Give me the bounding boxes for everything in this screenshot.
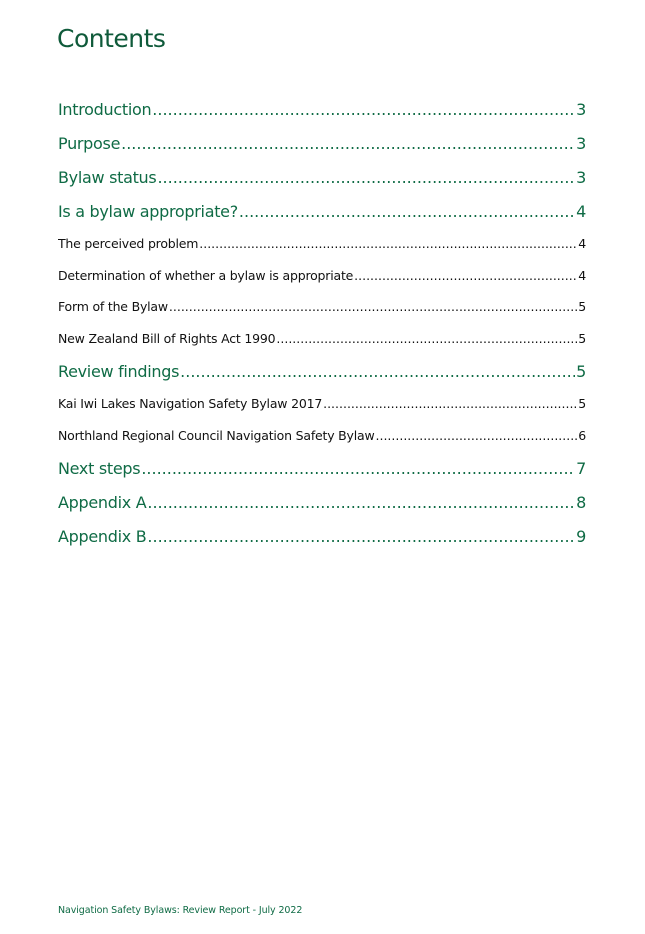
toc-entry-form-of-bylaw[interactable]	[58, 299, 586, 331]
toc-entry-label: Review findings	[58, 362, 180, 381]
toc-entry-kai-iwi-lakes[interactable]	[58, 396, 586, 428]
toc-page-number: 5	[578, 330, 586, 346]
table-of-contents	[58, 100, 586, 561]
toc-leader-dots	[169, 299, 577, 314]
toc-entry-label: The perceived problem	[58, 236, 199, 251]
toc-page-number: 5	[576, 362, 586, 381]
toc-leader-dots	[147, 493, 575, 512]
toc-page-number: 3	[576, 168, 586, 187]
toc-page-number: 5	[578, 396, 586, 411]
toc-leader-dots	[239, 202, 575, 221]
page-title: Contents	[57, 24, 166, 53]
toc-page-number: 5	[578, 299, 586, 314]
toc-entry-label: Kai Iwi Lakes Navigation Safety Bylaw 2017	[58, 396, 323, 411]
toc-page-number: 6	[578, 427, 586, 443]
toc-entry-appendix-b[interactable]	[58, 527, 586, 561]
toc-page-number: 4	[578, 236, 586, 251]
toc-page-number: 8	[576, 493, 586, 512]
toc-entry-label: Bylaw status	[58, 168, 157, 187]
toc-leader-dots	[147, 527, 575, 546]
toc-entry-label: Introduction	[58, 100, 152, 119]
toc-page-number: 3	[576, 100, 586, 119]
toc-page-number: 4	[578, 267, 586, 283]
toc-entry-label: Appendix A	[58, 493, 147, 512]
toc-page-number: 9	[576, 527, 586, 546]
toc-leader-dots	[323, 396, 577, 411]
toc-page-number: 3	[576, 134, 586, 153]
toc-leader-dots	[141, 459, 575, 478]
toc-page-number: 7	[576, 459, 586, 478]
toc-entry-label: New Zealand Bill of Rights Act 1990	[58, 330, 276, 346]
toc-leader-dots	[199, 236, 577, 251]
page-footer: Navigation Safety Bylaws: Review Report - July 2022	[58, 905, 303, 916]
toc-entry-purpose[interactable]	[58, 134, 586, 168]
toc-leader-dots	[276, 331, 577, 346]
toc-leader-dots	[354, 268, 577, 283]
toc-entry-label: Northland Regional Council Navigation Safety Bylaw	[58, 427, 375, 443]
toc-entry-label: Purpose	[58, 134, 121, 153]
toc-entry-perceived-problem[interactable]	[58, 236, 586, 268]
toc-entry-bylaw-status[interactable]	[58, 168, 586, 202]
toc-page-number: 4	[576, 202, 586, 221]
toc-leader-dots	[376, 428, 578, 443]
toc-entry-bill-of-rights[interactable]	[58, 331, 586, 363]
toc-leader-dots	[121, 134, 575, 153]
toc-entry-label: Determination of whether a bylaw is appropriate	[58, 267, 354, 283]
toc-entry-label: Appendix B	[58, 527, 147, 546]
toc-entry-label: Next steps	[58, 459, 141, 478]
toc-entry-label: Is a bylaw appropriate?	[58, 202, 238, 221]
toc-entry-is-a-bylaw-appropriate[interactable]	[58, 202, 586, 236]
toc-entry-label: Form of the Bylaw	[58, 299, 168, 314]
toc-entry-northland-regional-council[interactable]	[58, 428, 586, 460]
toc-leader-dots	[157, 168, 575, 187]
toc-leader-dots	[180, 362, 575, 381]
toc-entry-introduction[interactable]	[58, 100, 586, 134]
toc-leader-dots	[152, 100, 575, 119]
toc-entry-appendix-a[interactable]	[58, 493, 586, 527]
toc-entry-determination[interactable]	[58, 268, 586, 300]
toc-entry-review-findings[interactable]	[58, 362, 586, 396]
toc-entry-next-steps[interactable]	[58, 459, 586, 493]
